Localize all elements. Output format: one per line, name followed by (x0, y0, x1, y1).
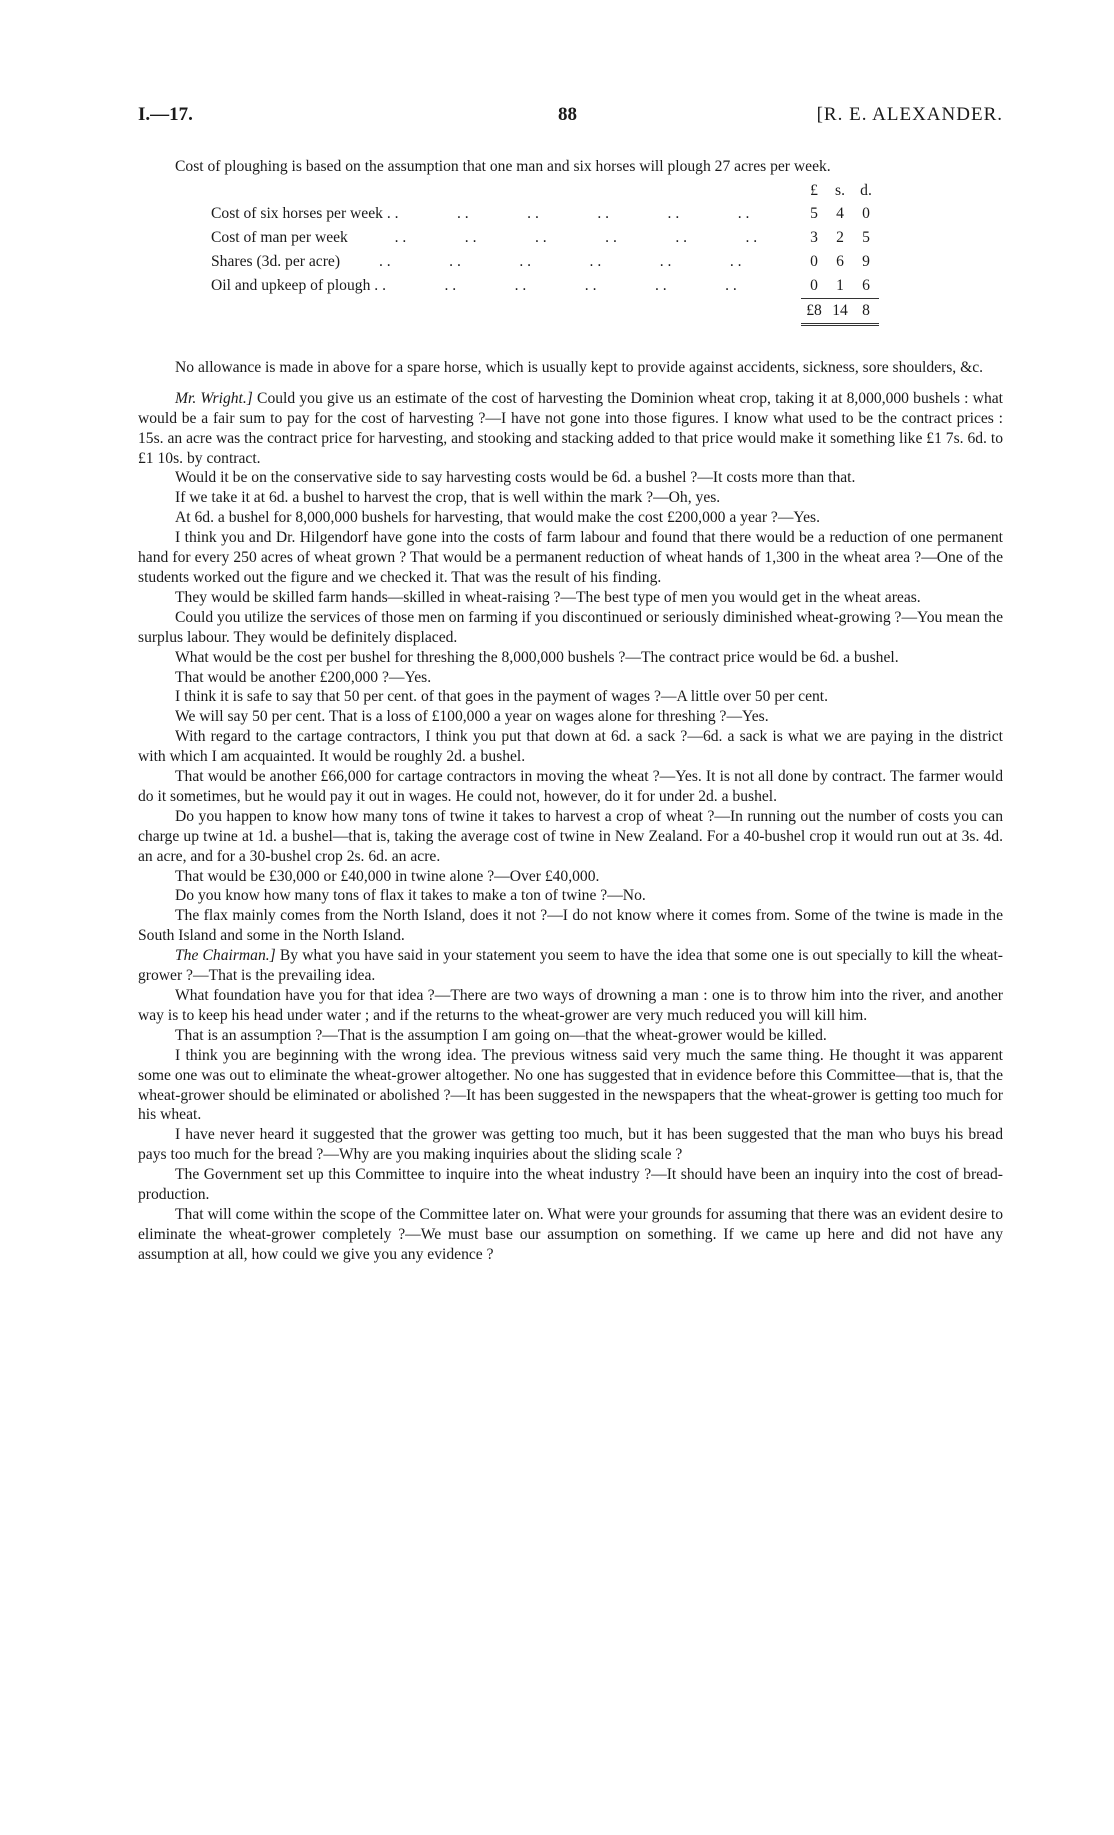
testimony-paragraph: They would be skilled farm hands—skilled in wheat-raising ?—The best type of men you would get in the wheat areas. (175, 588, 921, 606)
testimony-paragraph: I think it is safe to say that 50 per cent. of that goes in the payment of wages ?—A little over 50 per cent. (175, 688, 829, 706)
testimony-paragraph (138, 946, 1003, 986)
testimony-paragraph: Do you know how many tons of flax it takes to make a ton of twine ?—No. (175, 887, 646, 905)
cost-item-label: Oil and upkeep of plough (211, 277, 371, 295)
leader-dots: . . . . . . . . . . . . (340, 252, 742, 270)
page-header (138, 104, 1003, 138)
testimony-paragraph: With regard to the cartage contractors, I think you put that down at 6d. a sack ?—6d. a sack is what we are paying in the district with which I am acquainted. It would be roughly 2d. a bushel. (138, 728, 1003, 766)
testimony-paragraph: I think you are beginning with the wrong idea. The previous witness said very much the same thing. He thought it was apparent some one was out to eliminate the wheat-grower altogether. No one has suggested that in evidence before this Committee—that is, that the wheat-grower should be eliminated or abolished ?—It has been suggested in the newspapers that the wheat-grower is getting too much for his wheat. (138, 1046, 1003, 1124)
cost-item-label: Cost of six horses per week (211, 204, 383, 222)
document-reference: I.—17. (138, 104, 193, 125)
cost-shillings: 6 (836, 252, 844, 270)
shillings-header: s. (835, 181, 845, 199)
leader-dots: . . . . . . . . . . . . (370, 277, 737, 295)
leader-dots: . . . . . . . . . . . . (382, 204, 750, 222)
cost-row (211, 226, 879, 250)
testimony-paragraph: The flax mainly comes from the North Island, does it not ?—I do not know where it comes from. Some of the twine is made in the South Island and some in the North Island. (138, 907, 1003, 945)
testimony (138, 389, 1003, 1265)
speaker-label: The Chairman.] (175, 947, 276, 965)
cost-pounds: 0 (810, 276, 818, 294)
paragraph-text: Could you give us an estimate of the cost of harvesting the Dominion wheat crop, taking it at 8,000,000 bushels : what would be a fair sum to pay for the cost of harvesting ?—I have not gone into those figures. I know what used to be the contract prices : 15s. an acre was the contract price for harvesting, and stooking and stacking added to that price would make it something like £1 7s. 6d. to £1 10s. by contract. (138, 389, 1003, 467)
cost-total-row (211, 298, 879, 324)
testimony-paragraph (138, 389, 1003, 469)
total-shillings: 14 (827, 298, 853, 324)
testimony-paragraph: That would be another £200,000 ?—Yes. (175, 668, 432, 686)
page-number: 88 (558, 104, 577, 125)
cost-pence: 5 (862, 228, 870, 246)
testimony-paragraph: At 6d. a bushel for 8,000,000 bushels for harvesting, that would make the cost £200,000 a year ?—Yes. (175, 509, 821, 527)
cost-table-header (211, 180, 879, 202)
intro-paragraph: Cost of ploughing is based on the assumption that one man and six horses will plough 27 acres per week. (175, 158, 831, 175)
document-page (138, 104, 1003, 1265)
pounds-header: £ (810, 181, 818, 199)
cost-pounds: 5 (810, 204, 818, 222)
cost-pounds: 3 (810, 228, 818, 246)
testimony-paragraph: I think you and Dr. Hilgendorf have gone into the costs of farm labour and found that there would be a reduction of one permanent hand for every 250 acres of wheat grown ? That would be a permanent reduction of wheat hands of 1,300 in the wheat area ?—One of the students worked out the figure and we checked it. That was the result of his finding. (138, 529, 1003, 586)
pence-header: d. (860, 181, 872, 199)
cost-pounds: 0 (810, 252, 818, 270)
cost-row (211, 202, 879, 226)
testimony-paragraph: The Government set up this Committee to inquire into the wheat industry ?—It should have been an inquiry into the cost of bread-production. (138, 1166, 1003, 1204)
testimony-paragraph: Could you utilize the services of those men on farming if you discontinued or seriously diminished wheat-growing ?—You mean the surplus labour. They would be definitely displaced. (138, 608, 1003, 646)
testimony-paragraph: I have never heard it suggested that the grower was getting too much, but it has been suggested that the man who buys his bread pays too much for the bread ?—Why are you making inquiries about the sliding scale ? (138, 1126, 1003, 1164)
testimony-paragraph: Do you happen to know how many tons of twine it takes to harvest a crop of wheat ?—In running out the number of costs you can charge up twine at 1d. a bushel—that is, taking the average cost of twine in New Zealand. For a 40-bushel crop it would run out at 3s. 4d. an acre, and for a 30-bushel crop 2s. 6d. an acre. (138, 807, 1003, 865)
paragraph-text: By what you have said in your statement you seem to have the idea that some one is out specially to kill the wheat-grower ?—That is the prevailing idea. (138, 947, 1003, 985)
cost-row (211, 274, 879, 299)
total-pounds: £8 (801, 298, 827, 324)
testimony-paragraph: Would it be on the conservative side to say harvesting costs would be 6d. a bushel ?—It costs more than that. (175, 469, 856, 487)
testimony-paragraph: What would be the cost per bushel for threshing the 8,000,000 bushels ?—The contract price would be 6d. a bushel. (175, 648, 899, 666)
total-pence: 8 (853, 298, 879, 324)
testimony-paragraph: If we take it at 6d. a bushel to harvest the crop, that is well within the mark ?—Oh, yes. (175, 489, 721, 507)
cost-row (211, 250, 879, 274)
cost-pence: 0 (862, 204, 870, 222)
testimony-paragraph: That will come within the scope of the Committee later on. What were your grounds for assuming that there was an evident desire to eliminate the wheat-grower completely ?—We must base our assumption on something. If we came up here and did not have any assumption at all, how could we give you any evidence ? (138, 1205, 1003, 1263)
speaker-label: Mr. Wright.] (175, 389, 253, 407)
cost-shillings: 2 (836, 228, 844, 246)
testimony-paragraph: That would be another £66,000 for cartage contractors in moving the wheat ?—Yes. It is not all done by contract. The farmer would do it sometimes, but he would pay it out in wages. He could not, however, do it for under 2d. a bushel. (138, 768, 1003, 805)
testimony-paragraph: That would be £30,000 or £40,000 in twine alone ?—Over £40,000. (175, 867, 600, 885)
testimony-paragraph: That is an assumption ?—That is the assumption I am going on—that the wheat-grower would be killed. (175, 1026, 827, 1044)
testimony-paragraph: What foundation have you for that idea ?—There are two ways of drowning a man : one is to throw him into the river, and another way is to keep his head under water ; and if the returns to the wheat-grower are very much reduced you will kill him. (138, 987, 1003, 1024)
cost-table (211, 180, 879, 326)
cost-item-label: Cost of man per week (211, 228, 348, 246)
witness-name: [R. E. ALEXANDER. (816, 104, 1003, 125)
cost-item-label: Shares (3d. per acre) (211, 252, 341, 270)
cost-pence: 9 (862, 252, 870, 270)
cost-shillings: 4 (836, 204, 844, 222)
leader-dots: . . . . . . . . . . . . (347, 228, 758, 246)
cost-pence: 6 (862, 276, 870, 294)
allowance-note: No allowance is made in above for a spare horse, which is usually kept to provide against accidents, sickness, sore shoulders, &c. (175, 358, 984, 376)
testimony-paragraph: We will say 50 per cent. That is a loss of £100,000 a year on wages alone for threshing ?—Yes. (175, 708, 769, 726)
cost-shillings: 1 (836, 276, 844, 294)
